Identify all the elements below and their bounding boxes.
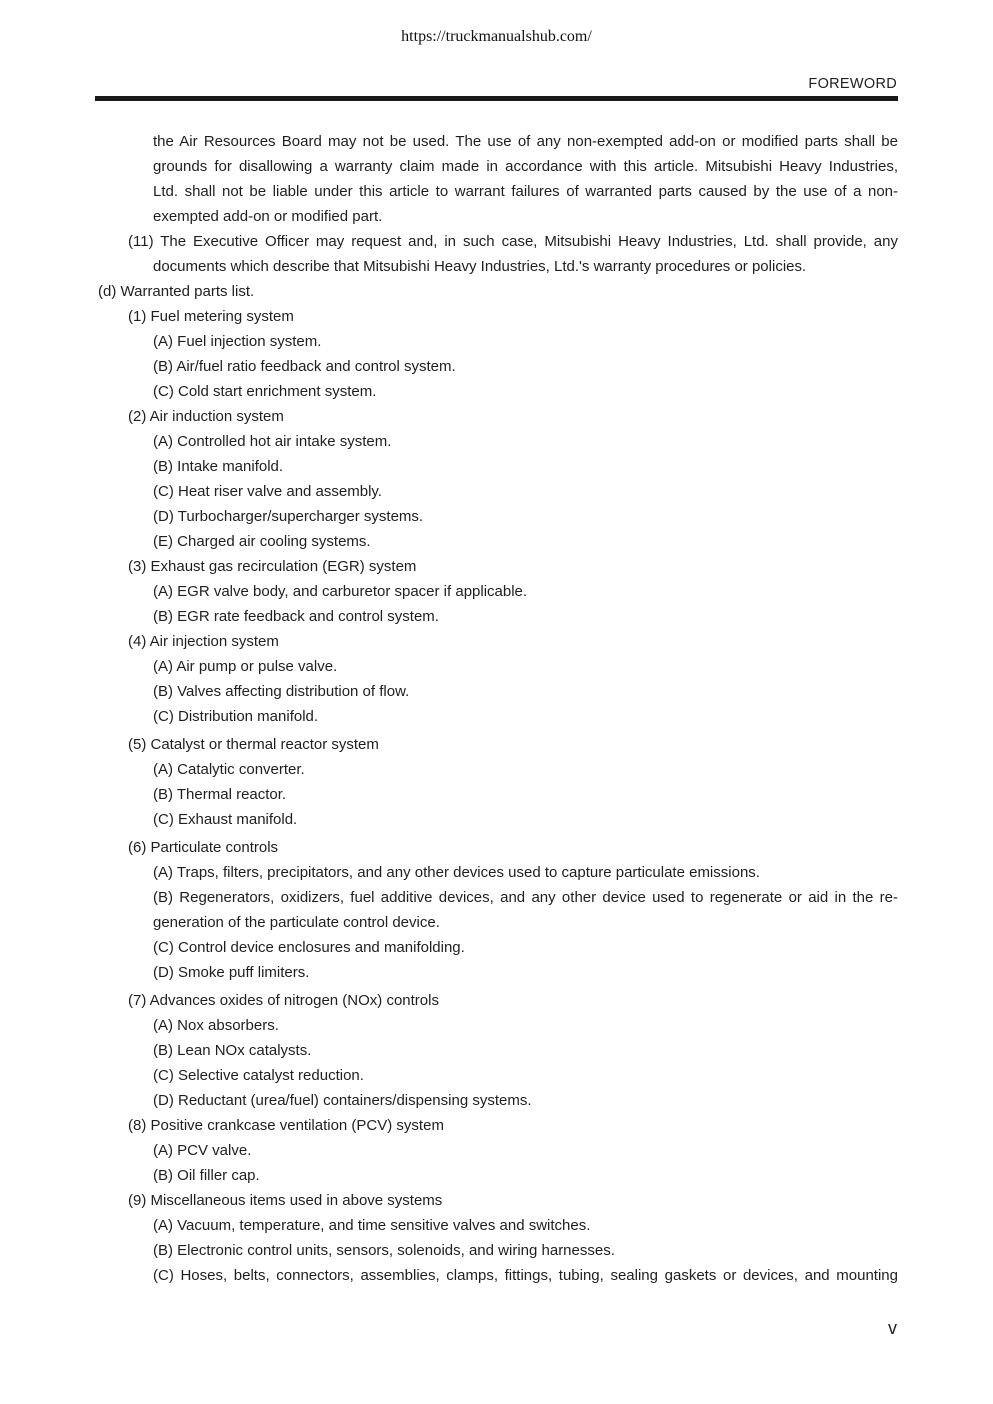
sub-list-item: exempted add-on or modified part. xyxy=(153,208,383,225)
sub-list-item: (B) Electronic control units, sensors, solenoids, and wiring harnesses. xyxy=(153,1242,615,1259)
sub-list-item: documents which describe that Mitsubishi Heavy Industries, Ltd.'s warranty procedures or policies. xyxy=(153,258,807,275)
sub-list-item: (B) Lean NOx catalysts. xyxy=(153,1042,312,1059)
sub-list-item: (C) Control device enclosures and manifolding. xyxy=(153,939,465,956)
list-item: (6) Particulate controls xyxy=(128,839,279,856)
sub-list-item: (C) Exhaust manifold. xyxy=(153,811,298,828)
sub-list-item: (B) Oil filler cap. xyxy=(153,1167,260,1184)
list-item: (11) The Executive Officer may request and, in such case, Mitsubishi Heavy Industries, Ltd. shall provide, any xyxy=(128,233,898,250)
sub-list-item: (B) Intake manifold. xyxy=(153,458,284,475)
sub-list-item: (C) Cold start enrichment system. xyxy=(153,383,377,400)
list-item: (5) Catalyst or thermal reactor system xyxy=(128,736,379,753)
sub-list-item: grounds for disallowing a warranty claim made in accordance with this article. Mitsubishi Heavy Industries, xyxy=(153,158,898,175)
sub-list-item: (E) Charged air cooling systems. xyxy=(153,533,371,550)
sub-list-item: (C) Heat riser valve and assembly. xyxy=(153,483,382,500)
list-item: (7) Advances oxides of nitrogen (NOx) controls xyxy=(128,992,439,1009)
sub-list-item: (A) Air pump or pulse valve. xyxy=(153,658,338,675)
sub-list-item: (B) Air/fuel ratio feedback and control system. xyxy=(153,358,456,375)
sub-list-item: (B) Thermal reactor. xyxy=(153,786,287,803)
sub-list-item: (B) Regenerators, oxidizers, fuel additive devices, and any other device used to regenerate or aid in the re- xyxy=(153,889,898,906)
sub-list-item: (A) Traps, filters, precipitators, and any other devices used to capture particulate emissions. xyxy=(153,864,760,881)
source-url: https://truckmanualshub.com/ xyxy=(401,28,592,45)
sub-list-item: (D) Turbocharger/supercharger systems. xyxy=(153,508,424,525)
sub-list-item: (B) EGR rate feedback and control system. xyxy=(153,608,439,625)
sub-list-item: the Air Resources Board may not be used. The use of any non-exempted add-on or modified parts shall be xyxy=(153,133,898,150)
sub-list-item: (A) Vacuum, temperature, and time sensitive valves and switches. xyxy=(153,1217,591,1234)
list-item: (4) Air injection system xyxy=(128,633,279,650)
list-item: (9) Miscellaneous items used in above systems xyxy=(128,1192,443,1209)
sub-list-item: (D) Smoke puff limiters. xyxy=(153,964,310,981)
list-item: (8) Positive crankcase ventilation (PCV) system xyxy=(128,1117,444,1134)
sub-list-item: (A) Controlled hot air intake system. xyxy=(153,433,392,450)
sub-list-item: (A) EGR valve body, and carburetor spacer if applicable. xyxy=(153,583,528,600)
sub-list-item: Ltd. shall not be liable under this article to warrant failures of warranted parts caused by the use of a non- xyxy=(153,183,898,200)
page-number: v xyxy=(888,1318,897,1338)
sub-list-item: (A) Nox absorbers. xyxy=(153,1017,279,1034)
list-item: (1) Fuel metering system xyxy=(128,308,294,325)
sub-list-item: (A) PCV valve. xyxy=(153,1142,252,1159)
sub-list-item: (B) Valves affecting distribution of flow. xyxy=(153,683,410,700)
section-heading: (d) Warranted parts list. xyxy=(98,283,255,300)
section-title: FOREWORD xyxy=(808,76,897,92)
list-item: (3) Exhaust gas recirculation (EGR) system xyxy=(128,558,417,575)
sub-list-item: generation of the particulate control device. xyxy=(153,914,440,931)
sub-list-item: (A) Catalytic converter. xyxy=(153,761,305,778)
sub-list-item: (C) Selective catalyst reduction. xyxy=(153,1067,364,1084)
sub-list-item: (C) Distribution manifold. xyxy=(153,708,319,725)
header-rule xyxy=(95,96,898,101)
sub-list-item: (D) Reductant (urea/fuel) containers/dispensing systems. xyxy=(153,1092,532,1109)
sub-list-item: (A) Fuel injection system. xyxy=(153,333,322,350)
sub-list-item: (C) Hoses, belts, connectors, assemblies, clamps, fittings, tubing, sealing gaskets or devices, and mounting xyxy=(153,1267,898,1284)
list-item: (2) Air induction system xyxy=(128,408,284,425)
